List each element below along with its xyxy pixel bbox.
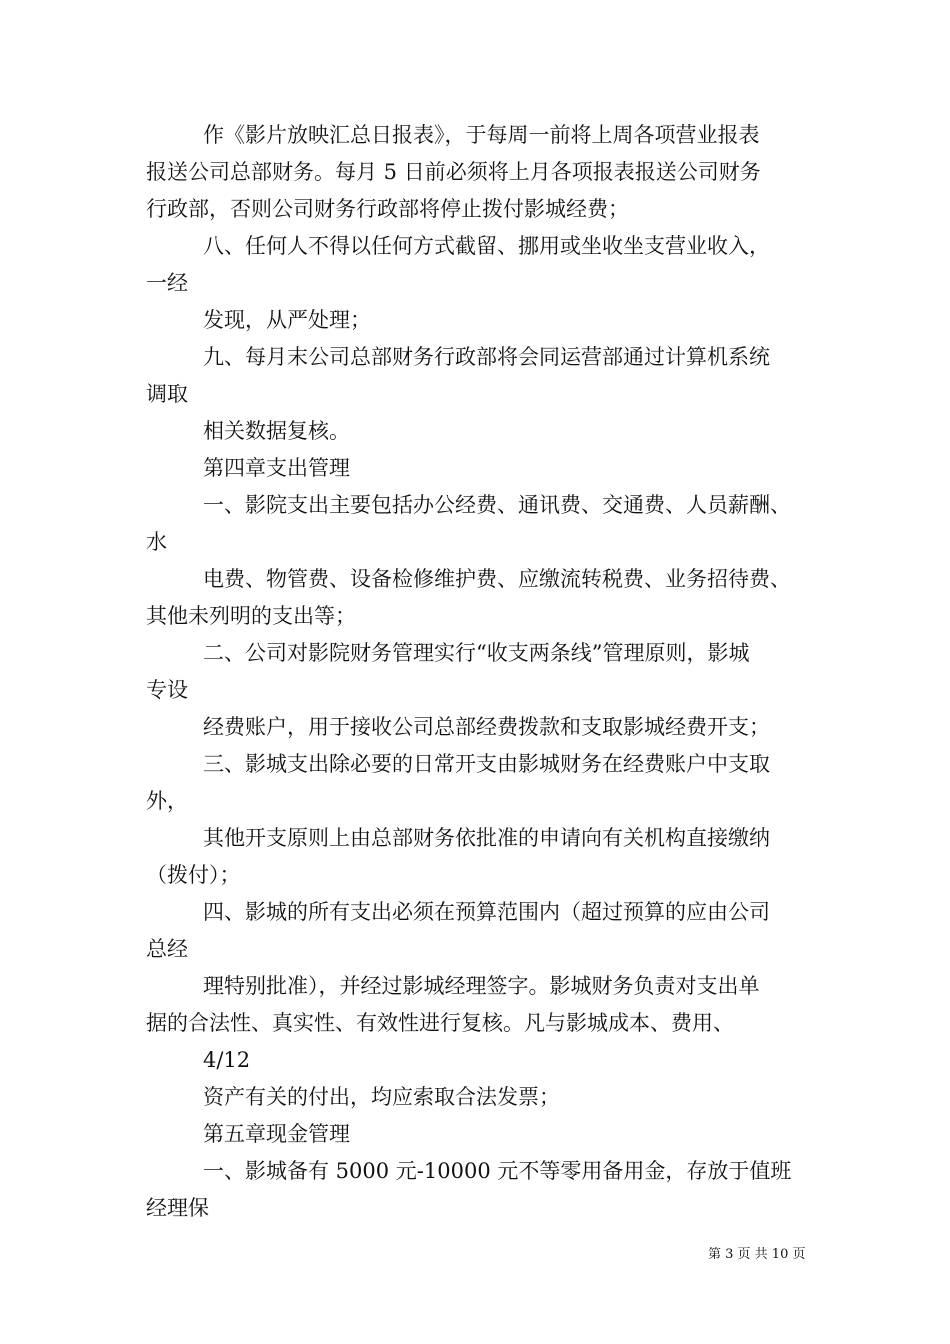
text-line: 二、公司对影院财务管理实行“收支两条线”管理原则，影城 bbox=[203, 641, 750, 665]
text-line: 其他开支原则上由总部财务依批准的申请向有关机构直接缴纳 bbox=[203, 826, 770, 850]
text-line: 一、影城备有 5000 元-10000 元不等零用备用金，存放于值班 bbox=[203, 1159, 792, 1183]
text-line: 总经 bbox=[146, 937, 188, 961]
text-line: 三、影城支出除必要的日常开支由影城财务在经费账户中支取 bbox=[203, 752, 770, 776]
text-line: 四、影城的所有支出必须在预算范围内（超过预算的应由公司 bbox=[203, 900, 770, 924]
text-line: 资产有关的付出，均应索取合法发票； bbox=[203, 1085, 560, 1109]
text-line: 行政部，否则公司财务行政部将停止拨付影城经费； bbox=[146, 197, 629, 221]
text-line: （拨付）； bbox=[146, 863, 241, 887]
text-line: 理特别批准），并经过影城经理签字。影城财务负责对支出单 bbox=[203, 974, 760, 998]
page-number-footer: 第 3 页 共 10 页 bbox=[708, 1247, 806, 1262]
text-line: 发现，从严处理； bbox=[203, 308, 371, 332]
text-line: 九、每月末公司总部财务行政部将会同运营部通过计算机系统 bbox=[203, 345, 770, 369]
text-line: 经理保 bbox=[146, 1196, 209, 1220]
chapter-heading: 第四章支出管理 bbox=[203, 456, 350, 480]
text-line: 报送公司总部财务。每月 5 日前必须将上月各项报表报送公司财务 bbox=[146, 160, 761, 184]
text-line: 相关数据复核。 bbox=[203, 419, 350, 443]
text-line: 一、影院支出主要包括办公经费、通讯费、交通费、人员薪酬、 bbox=[203, 493, 791, 517]
text-line: 外， bbox=[146, 789, 188, 813]
inline-page-marker: 4/12 bbox=[203, 1048, 251, 1072]
text-line: 作《影片放映汇总日报表》，于每周一前将上周各项营业报表 bbox=[203, 123, 760, 147]
text-line: 八、任何人不得以任何方式截留、挪用或坐收坐支营业收入， bbox=[203, 234, 770, 258]
text-line: 据的合法性、真实性、有效性进行复核。凡与影城成本、费用、 bbox=[146, 1011, 734, 1035]
text-line: 经费账户，用于接收公司总部经费拨款和支取影城经费开支； bbox=[203, 715, 770, 739]
text-line: 专设 bbox=[146, 678, 188, 702]
text-line: 调取 bbox=[146, 382, 188, 406]
text-line: 其他未列明的支出等； bbox=[146, 604, 356, 628]
text-line: 电费、物管费、设备检修维护费、应缴流转税费、业务招待费、 bbox=[203, 567, 791, 591]
chapter-heading: 第五章现金管理 bbox=[203, 1122, 350, 1146]
text-line: 一经 bbox=[146, 271, 188, 295]
text-line: 水 bbox=[146, 530, 167, 554]
